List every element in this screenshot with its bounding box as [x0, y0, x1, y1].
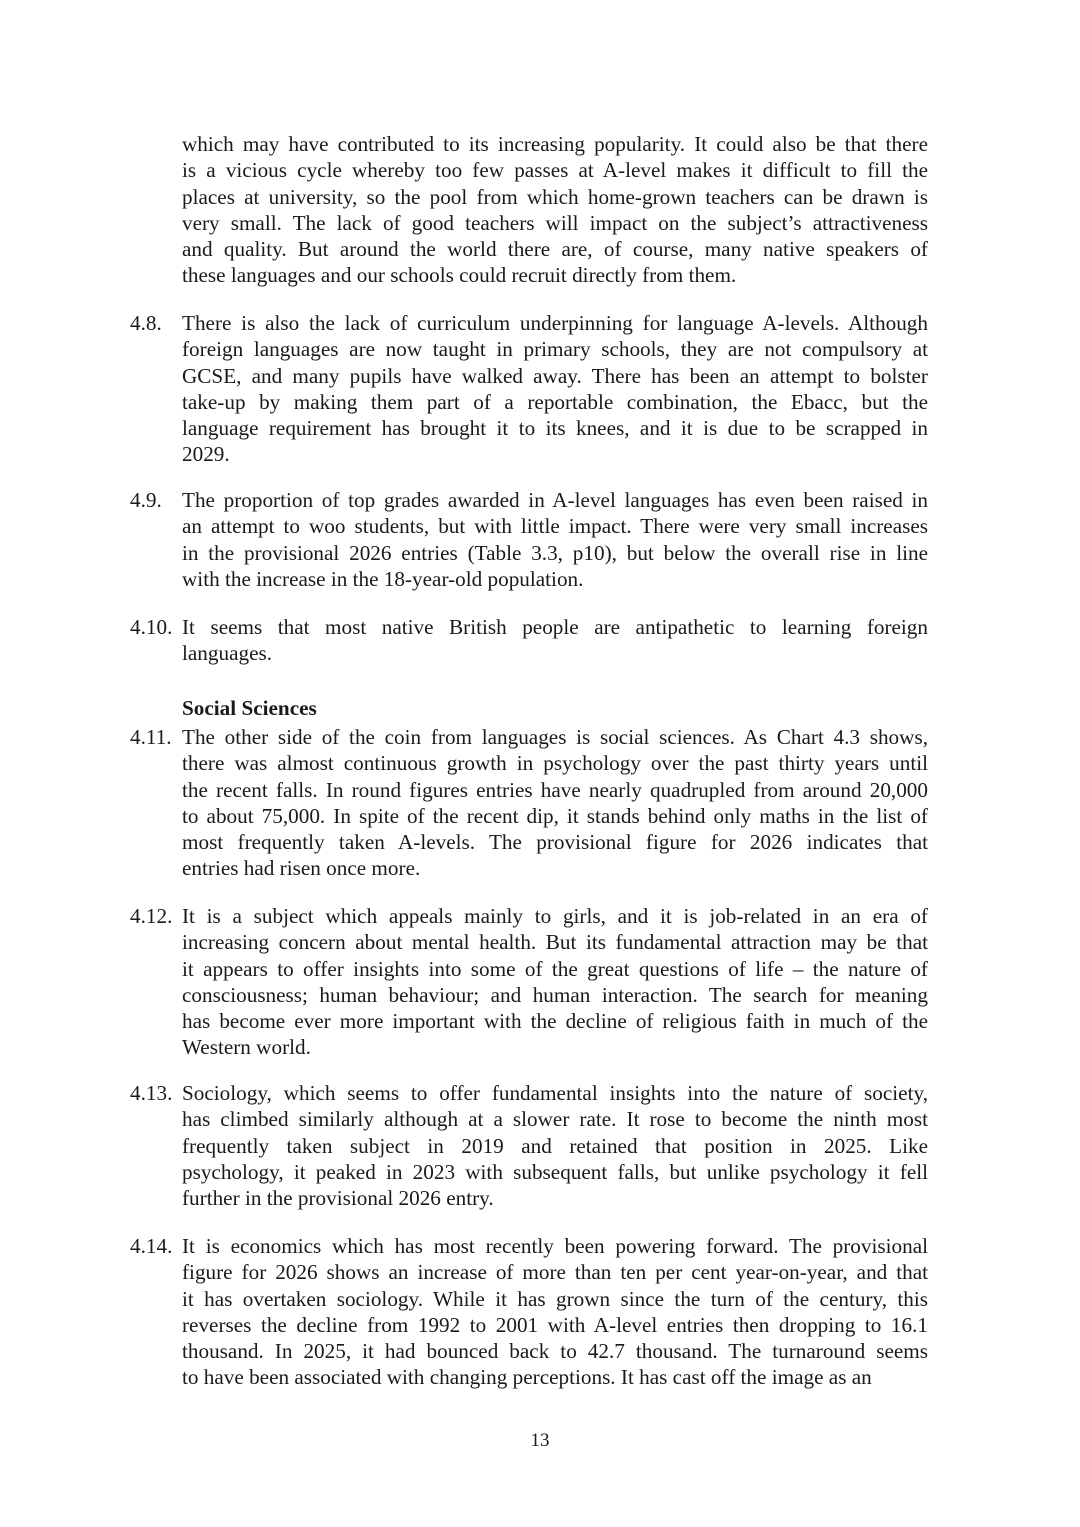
- paragraph-4-14: [130, 1233, 928, 1391]
- page-number: 13: [530, 1430, 550, 1451]
- text-line: has become ever more important with the decline of religious faith in much of the: [182, 1009, 928, 1034]
- text-line: GCSE, and many pupils have walked away. There has been an attempt to bolster: [182, 363, 928, 388]
- paragraph-number: 4.14.: [130, 1234, 173, 1258]
- text-line: it has overtaken sociology. While it has grown since the turn of the century, this: [182, 1286, 928, 1311]
- text-line: entries had risen once more.: [182, 856, 421, 881]
- text-line: has climbed similarly although at a slower rate. It rose to become the ninth most: [182, 1107, 928, 1132]
- paragraph-4-10: [130, 614, 928, 667]
- text-line: is a vicious cycle whereby too few passes at A-level makes it difficult to fill the: [182, 158, 928, 183]
- text-line: The other side of the coin from languages is social sciences. As Chart 4.3 shows,: [182, 725, 928, 749]
- paragraph-number: 4.11.: [130, 725, 172, 749]
- text-line: There is also the lack of curriculum underpinning for language A-levels. Although: [182, 311, 928, 335]
- paragraph-4-11: [130, 724, 928, 882]
- text-line: an attempt to woo students, but with little impact. There were very small increases: [182, 514, 928, 539]
- text-line: these languages and our schools could recruit directly from them.: [182, 263, 737, 288]
- text-line: which may have contributed to its increasing popularity. It could also be that there: [182, 132, 928, 156]
- text-line: the recent falls. In round figures entries have nearly quadrupled from around 20,000: [182, 777, 928, 802]
- text-line: Sociology, which seems to offer fundamental insights into the nature of society,: [182, 1081, 928, 1105]
- paragraph-body: [182, 487, 928, 592]
- text-line: and quality. But around the world there are, of course, many native speakers of: [182, 237, 928, 262]
- paragraph-number: 4.12.: [130, 904, 173, 928]
- paragraph-4-12: [130, 903, 928, 1061]
- paragraph-body: [182, 614, 928, 667]
- text-line: consciousness; human behaviour; and human interaction. The search for meaning: [182, 982, 928, 1007]
- text-line: with the increase in the 18-year-old population.: [182, 566, 584, 591]
- section-heading: Social Sciences: [182, 696, 317, 720]
- text-line: It seems that most native British people are antipathetic to learning foreign: [182, 615, 928, 639]
- text-line: foreign languages are now taught in primary schools, they are not compulsory at: [182, 337, 928, 362]
- text-line: to about 75,000. In spite of the recent dip, it stands behind only maths in the list of: [182, 803, 928, 828]
- text-line: frequently taken subject in 2019 and retained that position in 2025. Like: [182, 1133, 928, 1158]
- paragraph-4-13: [130, 1080, 928, 1211]
- paragraph-4-8: [130, 310, 928, 468]
- paragraph-4-9: [130, 487, 928, 592]
- text-line: It is a subject which appeals mainly to girls, and it is job-related in an era of: [182, 904, 928, 928]
- text-line: take-up by making them part of a reportable combination, the Ebacc, but the: [182, 389, 928, 414]
- text-line: increasing concern about mental health. But its fundamental attraction may be that: [182, 930, 928, 955]
- paragraph-number: 4.9.: [130, 488, 162, 512]
- text-line: thousand. In 2025, it had bounced back to 42.7 thousand. The turnaround seems: [182, 1339, 928, 1364]
- paragraph-body: [182, 1080, 928, 1211]
- text-line: very small. The lack of good teachers will impact on the subject’s attractiveness: [182, 210, 928, 235]
- text-line: in the provisional 2026 entries (Table 3.3, p10), but below the overall rise in line: [182, 540, 928, 565]
- text-line: language requirement has brought it to its knees, and it is due to be scrapped in: [182, 416, 928, 441]
- text-line: languages.: [182, 641, 273, 666]
- text-line: further in the provisional 2026 entry.: [182, 1186, 494, 1211]
- paragraph-continued: [130, 131, 928, 289]
- text-line: The proportion of top grades awarded in A-level languages has even been raised in: [182, 488, 928, 512]
- paragraph-number: 4.10.: [130, 615, 173, 639]
- paragraph-body: [182, 131, 928, 289]
- paragraph-number: 4.13.: [130, 1081, 173, 1105]
- text-line: figure for 2026 shows an increase of more than ten per cent year-on-year, and that: [182, 1260, 928, 1285]
- paragraph-body: [182, 724, 928, 882]
- paragraph-body: [182, 903, 928, 1061]
- text-line: It is economics which has most recently been powering forward. The provisional: [182, 1234, 928, 1258]
- text-line: most frequently taken A-levels. The provisional figure for 2026 indicates that: [182, 830, 928, 855]
- text-line: reverses the decline from 1992 to 2001 with A-level entries then dropping to 16.1: [182, 1312, 928, 1337]
- paragraph-body: [182, 1233, 928, 1391]
- paragraph-body: [182, 310, 928, 468]
- text-line: Western world.: [182, 1035, 311, 1060]
- text-line: 2029.: [182, 442, 230, 467]
- text-line: psychology, it peaked in 2023 with subsequent falls, but unlike psychology it fell: [182, 1159, 928, 1184]
- text-line: it appears to offer insights into some of the great questions of life – the nature of: [182, 956, 928, 981]
- text-line: places at university, so the pool from which home-grown teachers can be drawn is: [182, 184, 928, 209]
- text-line: to have been associated with changing perceptions. It has cast off the image as an: [182, 1365, 872, 1390]
- paragraph-number: 4.8.: [130, 311, 162, 335]
- text-line: there was almost continuous growth in psychology over the past thirty years until: [182, 751, 928, 776]
